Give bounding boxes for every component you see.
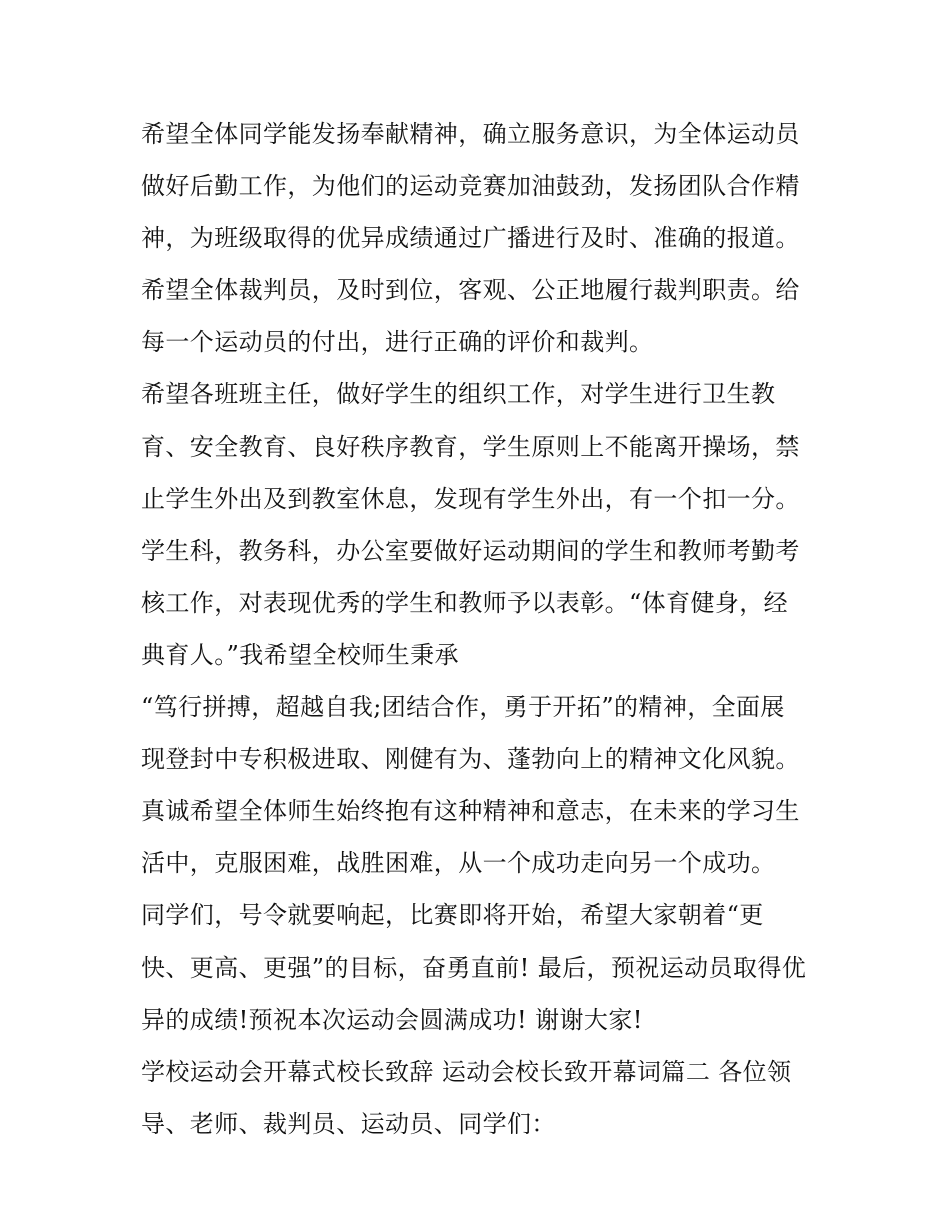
text-line: 神，为班级取得的优异成绩通过广播进行及时、准确的报道。 bbox=[141, 224, 800, 253]
text-line: 育、安全教育、良好秩序教育，学生原则上不能离开操场，禁 bbox=[141, 432, 800, 461]
text-line: 核工作，对表现优秀的学生和教师予以表彰。“体育健身，经 bbox=[141, 588, 789, 617]
text-line: 止学生外出及到教室休息，发现有学生外出，有一个扣一分。 bbox=[141, 484, 800, 513]
text-line: 希望全体裁判员，及时到位，客观、公正地履行裁判职责。给 bbox=[141, 276, 800, 305]
text-line: 同学们，号令就要响起，比赛即将开始，希望大家朝着“更 bbox=[141, 901, 764, 930]
text-line: 学生科，教务科，办公室要做好运动期间的学生和教师考勤考 bbox=[141, 536, 800, 565]
text-line: 希望各班班主任，做好学生的组织工作，对学生进行卫生教 bbox=[141, 380, 776, 409]
text-line: 希望全体同学能发扬奉献精神，确立服务意识，为全体运动员 bbox=[141, 120, 800, 148]
text-line: 活中，克服困难，战胜困难，从一个成功走向另一个成功。 bbox=[141, 849, 776, 878]
text-line: 现登封中专积极进取、刚健有为、蓬勃向上的精神文化风貌。 bbox=[141, 745, 800, 774]
text-line: 快、更高、更强”的目标，奋勇直前! 最后，预祝运动员取得优 bbox=[141, 953, 807, 982]
text-line: 典育人。”我希望全校师生秉承 bbox=[141, 640, 459, 669]
text-line: 学校运动会开幕式校长致辞 运动会校长致开幕词篇二 各位领 bbox=[141, 1057, 792, 1086]
text-line: 每一个运动员的付出，进行正确的评价和裁判。 bbox=[141, 328, 654, 357]
text-line: 真诚希望全体师生始终抱有这种精神和意志，在未来的学习生 bbox=[141, 797, 800, 826]
text-line: 异的成绩!预祝本次运动会圆满成功! 谢谢大家! bbox=[141, 1005, 643, 1034]
text-line: 导、老师、裁判员、运动员、同学们： bbox=[141, 1109, 556, 1138]
document-body bbox=[141, 108, 821, 1150]
text-line: 做好后勤工作，为他们的运动竞赛加油鼓劲，发扬团队合作精 bbox=[141, 172, 800, 201]
text-line: “笃行拼搏，超越自我;团结合作，勇于开拓”的精神，全面展 bbox=[141, 693, 785, 722]
